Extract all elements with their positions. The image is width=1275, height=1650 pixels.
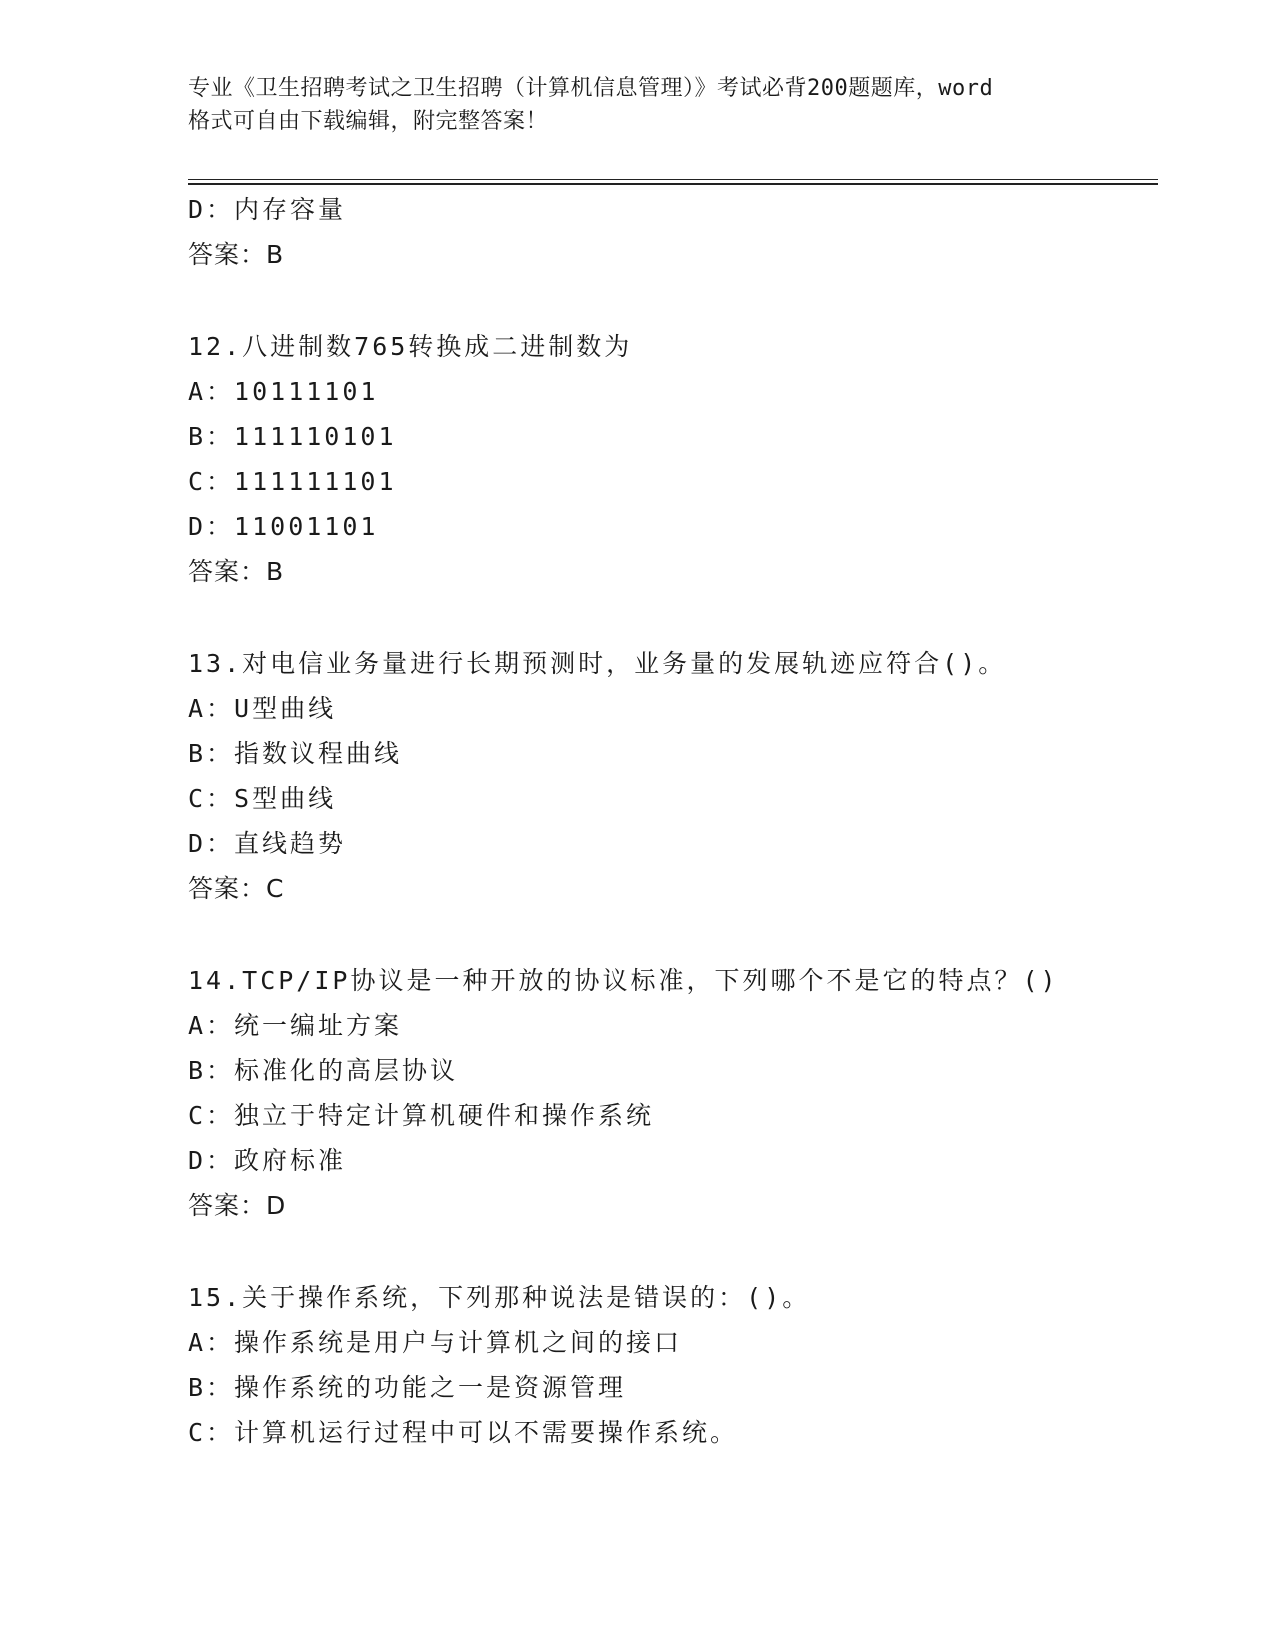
- option-c: C：111111101: [188, 467, 397, 496]
- question-stem: 14.TCP/IP协议是一种开放的协议标准，下列哪个不是它的特点？(): [188, 966, 1059, 995]
- option-c: C：S型曲线: [188, 784, 337, 813]
- option-c: C：独立于特定计算机硬件和操作系统: [188, 1101, 655, 1130]
- option-a: A：操作系统是用户与计算机之间的接口: [188, 1328, 683, 1357]
- option-c: C：计算机运行过程中可以不需要操作系统。: [188, 1418, 739, 1447]
- option-b: B：指数议程曲线: [188, 739, 403, 768]
- option-a: A：10111101: [188, 377, 379, 406]
- option-d-prev: D：内存容量: [188, 195, 347, 224]
- answer-prev: 答案：B: [188, 240, 285, 269]
- answer: 答案：B: [188, 557, 285, 586]
- question-15: [188, 1275, 1168, 1455]
- question-list: [188, 187, 1168, 1455]
- question-14: [188, 958, 1168, 1228]
- question-13: [188, 641, 1168, 911]
- question-stem: 15.关于操作系统，下列那种说法是错误的：()。: [188, 1283, 811, 1312]
- option-d: D：11001101: [188, 512, 379, 541]
- header-line-2: 格式可自由下载编辑，附完整答案！: [188, 109, 549, 134]
- option-d: D：直线趋势: [188, 829, 347, 858]
- answer: 答案：D: [188, 1191, 287, 1220]
- option-b: B：操作系统的功能之一是资源管理: [188, 1373, 627, 1402]
- header-line-1: 专业《卫生招聘考试之卫生招聘（计算机信息管理）》考试必背200题题库，word: [188, 76, 994, 101]
- question-stem: 13.对电信业务量进行长期预测时，业务量的发展轨迹应符合()。: [188, 649, 1007, 678]
- header-divider-thin: [188, 179, 1158, 180]
- option-d: D：政府标准: [188, 1146, 347, 1175]
- option-b: B：标准化的高层协议: [188, 1056, 459, 1085]
- header-divider-thick: [188, 183, 1158, 185]
- option-a: A：U型曲线: [188, 694, 337, 723]
- question-12: [188, 324, 1168, 594]
- question-stem: 12.八进制数765转换成二进制数为: [188, 332, 633, 361]
- option-a: A：统一编址方案: [188, 1011, 403, 1040]
- option-b: B：111110101: [188, 422, 397, 451]
- answer: 答案：C: [188, 874, 285, 903]
- document-header: [188, 72, 1088, 138]
